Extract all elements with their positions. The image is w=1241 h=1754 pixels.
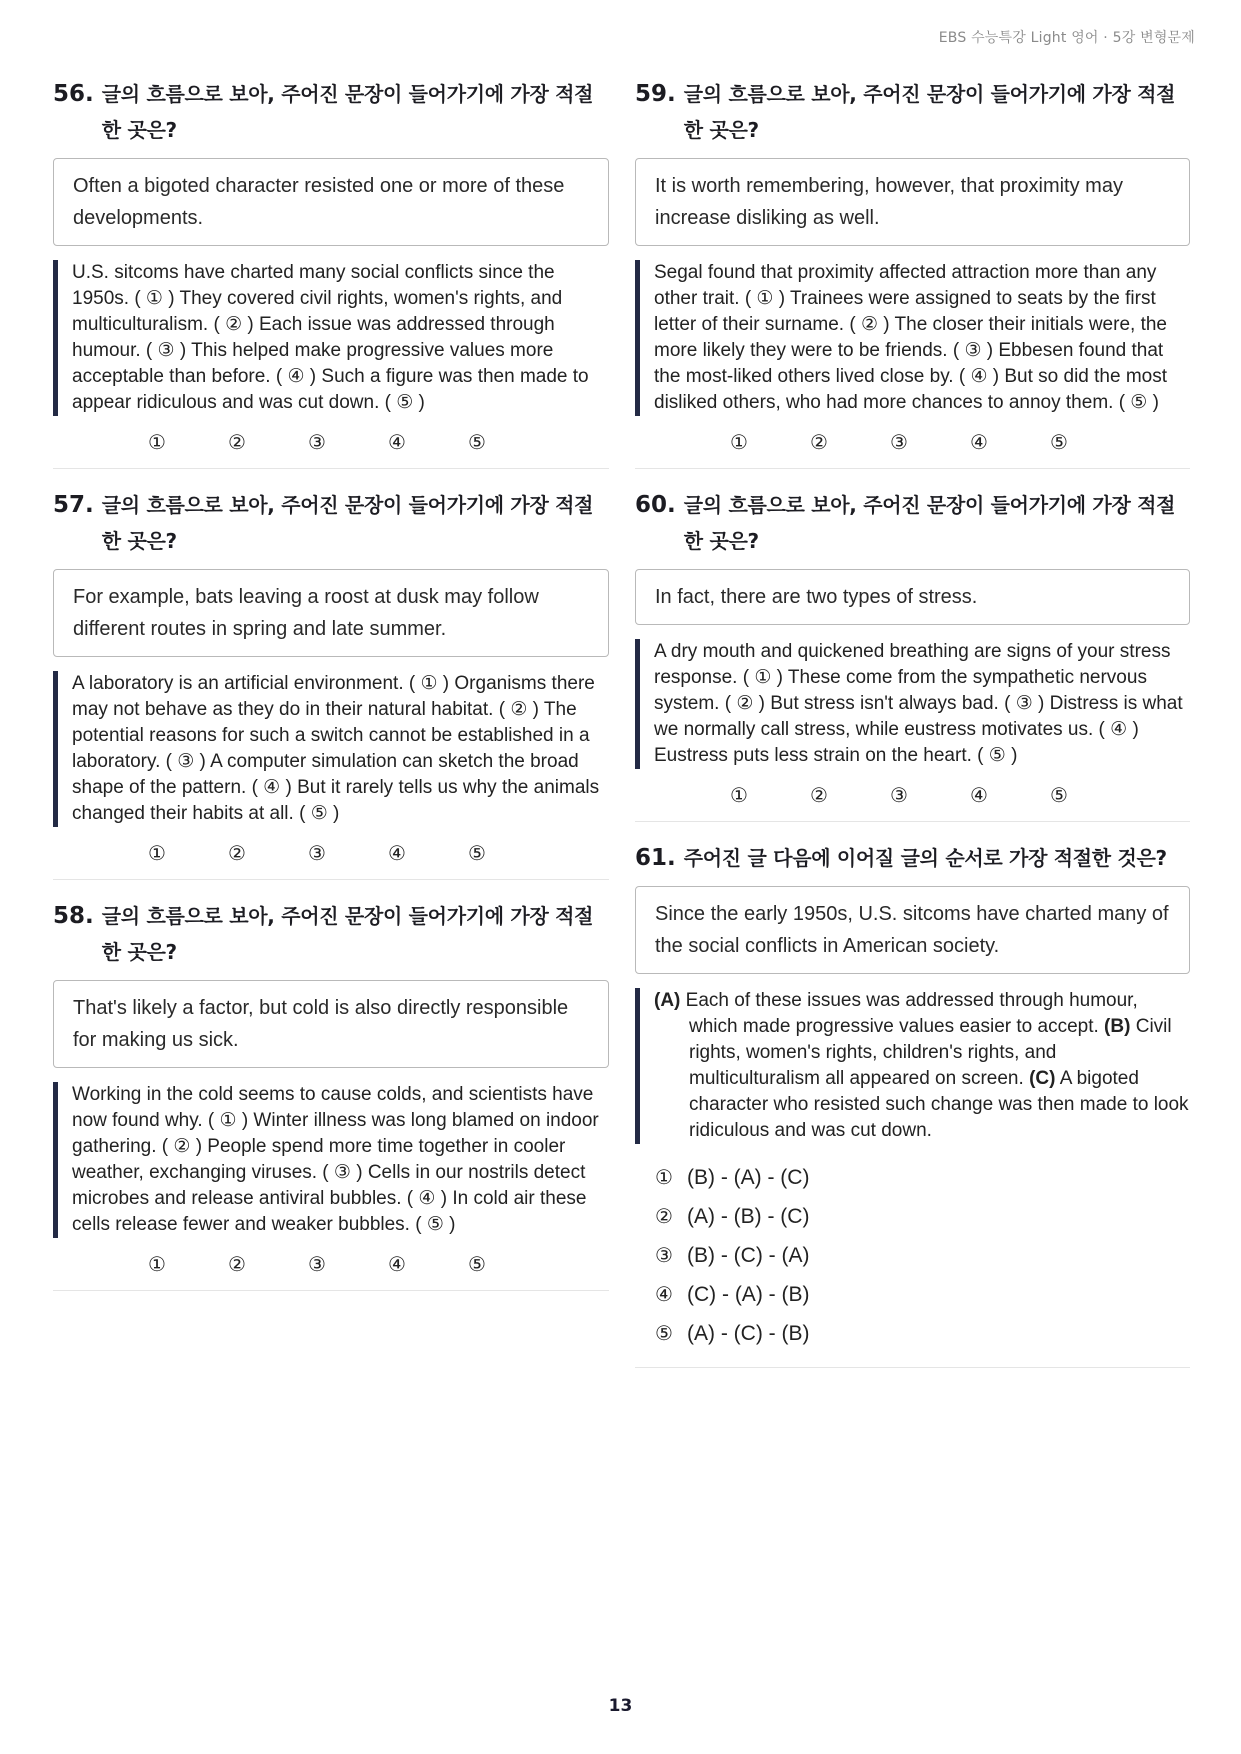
page-number: 13: [608, 1696, 633, 1716]
passage: U.S. sitcoms have charted many social conflicts since the 1950s. ( ① ) They covered civil rights, women's rights, and multiculturalism. ( ② ) Each issue was addressed through humour. ( ③ ) This helped make progressive values more acceptable than before. ( ④ ) Such a figure was then made to appear ridiculous and was cut down. ( ⑤ ): [53, 260, 609, 416]
question-number: 61.: [635, 845, 676, 871]
option-1[interactable]: ① (B) - (A) - (C): [655, 1165, 810, 1189]
given-sentence: It is worth remembering, however, that proximity may increase disliking as well.: [635, 158, 1190, 246]
order-item-a: [654, 988, 1190, 1144]
given-sentence: For example, bats leaving a roost at dusk may follow different routes in spring and late summer.: [53, 569, 609, 657]
choice-1[interactable]: ①: [148, 430, 166, 454]
question-58: [53, 898, 609, 1291]
question-title: 글의 흐름으로 보아, 주어진 문장이 들어가기에 가장 적절한 곳은?: [101, 493, 594, 553]
passage: Working in the cold seems to cause colds, and scientists have now found why. ( ① ) Winter illness was long blamed on indoor gathering. ( ② ) People spend more time together in cooler weather, exchanging viruses. ( ③ ) Cells in our nostrils detect microbes and release antiviral bubbles. ( ④ ) In cold air these cells release fewer and weaker bubbles. ( ⑤ ): [53, 1082, 609, 1238]
answer-choices: [53, 1252, 609, 1276]
choice-3[interactable]: ③: [308, 430, 326, 454]
choice-5[interactable]: ⑤: [468, 430, 486, 454]
order-text: A bigoted character who resisted such change was then made to look ridiculous and was cut down.: [689, 1068, 1189, 1141]
page-header: EBS 수능특강 Light 영어 · 5강 변형문제: [938, 30, 1195, 46]
passage: A dry mouth and quickened breathing are signs of your stress response. ( ① ) These come from the sympathetic nervous system. ( ② ) But stress isn't always bad. ( ③ ) Distress is what we normally call stress, while eustress motivates us. ( ④ ) Eustress puts less strain on the heart. ( ⑤ ): [635, 639, 1190, 769]
question-header: [635, 487, 1190, 559]
question-number: 60.: [635, 492, 676, 518]
divider: [53, 879, 609, 880]
choice-4[interactable]: ④: [388, 430, 406, 454]
option-4[interactable]: ④ (C) - (A) - (B): [655, 1282, 810, 1306]
choice-2[interactable]: ②: [228, 841, 246, 865]
choice-1[interactable]: ①: [148, 1252, 166, 1276]
order-text: Each of these issues was addressed through humour, which made progressive values easier to accept.: [685, 990, 1138, 1037]
choice-2[interactable]: ②: [810, 430, 828, 454]
choice-3[interactable]: ③: [890, 783, 908, 807]
answer-choices: [53, 841, 609, 865]
given-passage: Since the early 1950s, U.S. sitcoms have charted many of the social conflicts in American society.: [635, 886, 1190, 974]
question-57: [53, 487, 609, 880]
choice-5[interactable]: ⑤: [468, 841, 486, 865]
choice-3[interactable]: ③: [890, 430, 908, 454]
question-header: [53, 487, 609, 559]
divider: [635, 821, 1190, 822]
passage: A laboratory is an artificial environment. ( ① ) Organisms there may not behave as they do in their natural habitat. ( ② ) The potential reasons for such a switch cannot be established in a laboratory. ( ③ ) A computer simulation can sketch the broad shape of the pattern. ( ④ ) But it rarely tells us why the animals changed their habits at all. ( ⑤ ): [53, 671, 609, 827]
divider: [635, 468, 1190, 469]
answer-choices: [635, 783, 1190, 807]
question-56: [53, 76, 609, 469]
choice-4[interactable]: ④: [970, 430, 988, 454]
choice-2[interactable]: ②: [228, 430, 246, 454]
choice-1[interactable]: ①: [730, 430, 748, 454]
question-header: [53, 76, 609, 148]
choice-3[interactable]: ③: [308, 841, 326, 865]
choice-5[interactable]: ⑤: [1050, 430, 1068, 454]
left-column: [53, 76, 609, 1291]
order-label: (C): [1029, 1068, 1056, 1089]
ordering-passage: [635, 988, 1190, 1144]
question-number: 58.: [53, 903, 94, 929]
question-title: 글의 흐름으로 보아, 주어진 문장이 들어가기에 가장 적절한 곳은?: [683, 493, 1176, 553]
question-header: [635, 76, 1190, 148]
given-sentence: Often a bigoted character resisted one or more of these developments.: [53, 158, 609, 246]
given-sentence: That's likely a factor, but cold is also directly responsible for making us sick.: [53, 980, 609, 1068]
choice-1[interactable]: ①: [148, 841, 166, 865]
choice-4[interactable]: ④: [388, 1252, 406, 1276]
divider: [53, 1290, 609, 1291]
question-61: [635, 840, 1190, 1368]
answer-choices: [53, 430, 609, 454]
question-60: [635, 487, 1190, 822]
choice-3[interactable]: ③: [308, 1252, 326, 1276]
choice-4[interactable]: ④: [388, 841, 406, 865]
option-5[interactable]: ⑤ (A) - (C) - (B): [655, 1321, 810, 1345]
question-title: 글의 흐름으로 보아, 주어진 문장이 들어가기에 가장 적절한 곳은?: [683, 82, 1176, 142]
question-title: 주어진 글 다음에 이어질 글의 순서로 가장 적절한 것은?: [683, 846, 1167, 870]
choice-2[interactable]: ②: [228, 1252, 246, 1276]
choice-4[interactable]: ④: [970, 783, 988, 807]
question-header: [53, 898, 609, 970]
given-sentence: In fact, there are two types of stress.: [635, 569, 1190, 625]
choice-1[interactable]: ①: [730, 783, 748, 807]
question-number: 57.: [53, 492, 94, 518]
choice-5[interactable]: ⑤: [468, 1252, 486, 1276]
answer-choices: [635, 430, 1190, 454]
choice-5[interactable]: ⑤: [1050, 783, 1068, 807]
passage: Segal found that proximity affected attraction more than any other trait. ( ① ) Trainees were assigned to seats by the first letter of their surname. ( ② ) The closer their initials were, the more likely they were to be friends. ( ③ ) Ebbesen found that the most-liked others lived close by. ( ④ ) But so did the most disliked others, who had more chances to annoy them. ( ⑤ ): [635, 260, 1190, 416]
option-3[interactable]: ③ (B) - (C) - (A): [655, 1243, 810, 1267]
divider: [635, 1367, 1190, 1368]
question-title: 글의 흐름으로 보아, 주어진 문장이 들어가기에 가장 적절한 곳은?: [101, 904, 594, 964]
right-column: [635, 76, 1190, 1368]
option-2[interactable]: ② (A) - (B) - (C): [655, 1204, 810, 1228]
order-text: Civil rights, women's rights, children's rights, and multiculturalism all appeared on screen.: [689, 1016, 1172, 1089]
question-title: 글의 흐름으로 보아, 주어진 문장이 들어가기에 가장 적절한 곳은?: [101, 82, 594, 142]
question-number: 56.: [53, 81, 94, 107]
question-number: 59.: [635, 81, 676, 107]
question-59: [635, 76, 1190, 469]
order-label: (B): [1104, 1016, 1131, 1037]
divider: [53, 468, 609, 469]
choice-2[interactable]: ②: [810, 783, 828, 807]
answer-options: [635, 1158, 1190, 1353]
question-header: [635, 840, 1190, 876]
order-label: (A): [654, 990, 681, 1011]
